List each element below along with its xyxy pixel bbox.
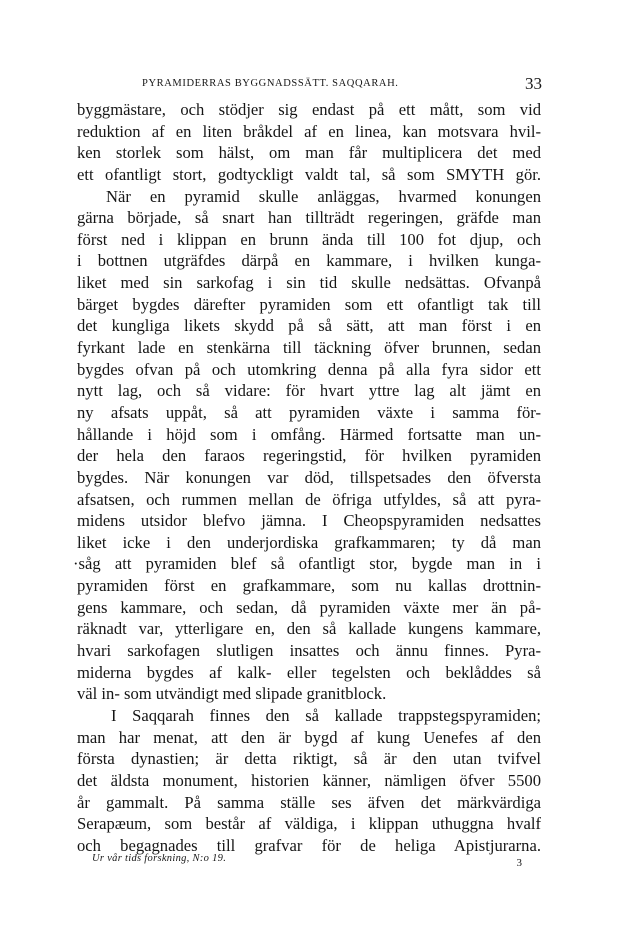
signature-mark: 3: [516, 857, 522, 869]
text-line: bärget bygdes därefter pyramiden som ett ofantligt tak till: [77, 294, 541, 314]
text-line: ny afsats uppåt, så att pyramiden växte i samma för-: [77, 402, 541, 422]
running-head: PYRAMIDERRAS BYGGNADSSÄTT. SAQQARAH.: [142, 78, 399, 89]
text-line: det äldsta monument, historien känner, nämligen öfver 5500: [77, 770, 541, 790]
text-line: och begagnades till grafvar för de heliga Apistjurarna.: [77, 835, 541, 855]
page-footer: [92, 849, 522, 869]
text-line: nytt lag, och så vidare: för hvart yttre lag alt jämt en: [77, 381, 541, 401]
text-line: bygdes. När konungen var död, tillspetsades den öfversta: [77, 467, 541, 487]
text-line: i bottnen utgräfdes därpå en kammare, i hvilken kunga-: [77, 251, 541, 271]
text-line: gärna började, så snart han tillträdt regeringen, gräfde man: [77, 208, 541, 228]
text-line: först ned i klippan en brunn ända till 100 fot djup, och: [77, 229, 541, 249]
body-text: [73, 99, 541, 856]
text-line: afsatsen, och rummen mellan de öfriga utfyldes, så att pyra-: [77, 489, 541, 509]
text-line: ·såg att pyramiden blef så ofantligt stor, bygde man in i: [73, 554, 541, 574]
text-line: pyramiden först en grafkammare, som nu kallas drottnin-: [77, 576, 541, 596]
text-line: liket icke i den underjordiska grafkammaren; ty då man: [77, 532, 541, 552]
text-line: liket med sin sarkofag i sin tid skulle nedsättas. Ofvanpå: [77, 273, 541, 293]
text-line: miderna bygdes af kalk- eller tegelsten och beklåddes så: [77, 662, 541, 682]
text-line: år gammalt. På samma ställe ses äfven det märkvärdiga: [77, 792, 541, 812]
text-line: ett ofantligt stort, godtyckligt valdt tal, så som SMYTH gör.: [77, 164, 541, 184]
text-line: midens utsidor blefvo jämna. I Cheopspyramiden nedsattes: [77, 511, 541, 531]
text-line: ken storlek som hälst, om man får multiplicera det med: [77, 143, 541, 163]
text-line: Serapæum, som består af väldiga, i klippan uthuggna hvalf: [77, 814, 541, 834]
paragraph-end-line: väl in- som utvändigt med slipade granitblock.: [77, 684, 387, 704]
text-line: hvari sarkofagen slutligen insattes och ännu finnes. Pyra-: [77, 641, 541, 661]
page-number: 33: [525, 74, 542, 93]
text-line: man har menat, att den är bygd af kung Uenefes af den: [77, 727, 541, 747]
page-header: [142, 74, 542, 96]
text-line: räknadt var, ytterligare en, den så kallade kungens kammare,: [77, 619, 541, 639]
paragraph-start-line: När en pyramid skulle anläggas, hvarmed konungen: [106, 186, 541, 206]
text-line: bygdes ofvan på och utomkring denna på alla fyra sidor ett: [77, 359, 541, 379]
text-line: reduktion af en liten bråkdel af en linea, kan motsvara hvil-: [77, 121, 541, 141]
text-line: hållande i höjd som i omfång. Härmed fortsatte man un-: [77, 424, 541, 444]
text-line: fyrkant lade en stenkärna till täckning öfver brunnen, sedan: [77, 338, 541, 358]
text-line: byggmästare, och stödjer sig endast på ett mått, som vid: [77, 100, 541, 119]
text-line: första dynastien; är detta riktigt, så är den utan tvifvel: [77, 749, 541, 769]
paragraph-start-line: I Saqqarah finnes den så kallade trappstegspyramiden;: [111, 705, 541, 725]
series-footnote: Ur vår tids forskning, N:o 19.: [92, 853, 227, 864]
text-line: gens kammare, och sedan, då pyramiden växte mer än på-: [77, 597, 541, 617]
text-line: der hela den faraos regeringstid, för hvilken pyramiden: [77, 446, 541, 466]
text-line: det kungliga likets skydd på så sätt, att man först i en: [77, 316, 541, 336]
